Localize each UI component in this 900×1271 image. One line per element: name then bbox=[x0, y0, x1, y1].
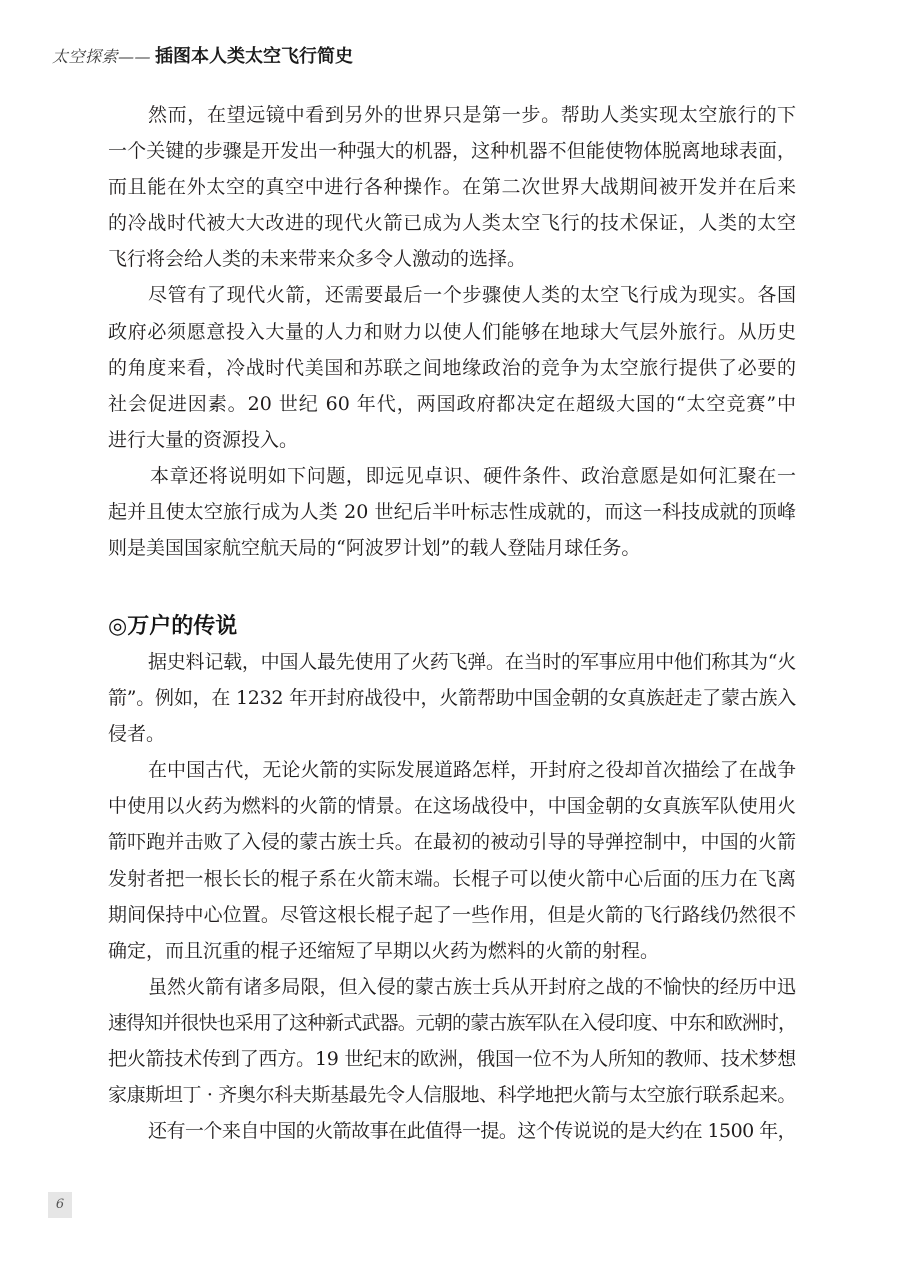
text-line: 把火箭技术传到了西方。19 世纪末的欧洲，俄国一位不为人所知的教师、技术梦想 bbox=[108, 1048, 796, 1071]
section-heading: ◎万户的传说 bbox=[108, 614, 238, 639]
text-line: 中使用以火药为燃料的火箭的情景。在这场战役中，中国金朝的女真族军队使用火 bbox=[108, 795, 796, 818]
text-line: 然而，在望远镜中看到另外的世界只是第一步。帮助人类实现太空旅行的下 bbox=[148, 104, 796, 126]
section-wanhu bbox=[108, 609, 796, 1149]
text-line: 还有一个来自中国的火箭故事在此值得一提。这个传说说的是大约在 1500 年， bbox=[148, 1120, 796, 1143]
text-line: 起并且使太空旅行成为人类 20 世纪后半叶标志性成就的，而这一科技成就的顶峰 bbox=[108, 501, 796, 524]
text-line: 政府必须愿意投入大量的人力和财力以使人们能够在地球大气层外旅行。从历史 bbox=[108, 320, 796, 343]
text-line: 本章还将说明如下问题，即远见卓识、硬件条件、政治意愿是如何汇聚在一 bbox=[150, 464, 796, 487]
text-line: 一个关键的步骤是开发出一种强大的机器，这种机器不但能使物体脱离地球表面， bbox=[108, 140, 796, 163]
text-line: 家康斯坦丁 · 齐奥尔科夫斯基最先令人信服地、科学地把火箭与太空旅行联系起来。 bbox=[108, 1084, 796, 1107]
text-line: 虽然火箭有诸多局限，但入侵的蒙古族士兵从开封府之战的不愉快的经历中迅 bbox=[148, 975, 796, 998]
text-line: 的角度来看，冷战时代美国和苏联之间地缘政治的竞争为太空旅行提供了必要的 bbox=[108, 356, 796, 379]
book-title: 插图本人类太空飞行简史 bbox=[155, 46, 354, 67]
intro-text bbox=[108, 97, 796, 566]
running-header bbox=[52, 42, 353, 68]
text-line: 侵者。 bbox=[108, 723, 166, 746]
page-number: 6 bbox=[48, 1192, 72, 1218]
text-line: 确定，而且沉重的棍子还缩短了早期以火药为燃料的火箭的射程。 bbox=[108, 939, 660, 962]
text-line: 箭吓跑并击败了入侵的蒙古族士兵。在最初的被动引导的导弹控制中，中国的火箭 bbox=[108, 831, 796, 854]
text-line: 则是美国国家航空航天局的“阿波罗计划”的载人登陆月球任务。 bbox=[108, 537, 641, 560]
text-line: 飞行将会给人类的未来带来众多令人激动的选择。 bbox=[108, 248, 527, 271]
text-line: 期间保持中心位置。尽管这根长棍子起了一些作用，但是火箭的飞行路线仍然很不 bbox=[108, 903, 796, 926]
text-line: 进行大量的资源投入。 bbox=[108, 428, 299, 451]
text-line: 的冷战时代被大大改进的现代火箭已成为人类太空飞行的技术保证，人类的太空 bbox=[108, 212, 796, 235]
text-line: 社会促进因素。20 世纪 60 年代，两国政府都决定在超级大国的“太空竞赛”中 bbox=[108, 392, 796, 415]
text-line: 在中国古代，无论火箭的实际发展道路怎样，开封府之役却首次描绘了在战争 bbox=[148, 759, 796, 782]
text-line: 箭”。例如，在 1232 年开封府战役中，火箭帮助中国金朝的女真族赶走了蒙古族入 bbox=[108, 687, 796, 710]
text-line: 发射者把一根长长的棍子系在火箭末端。长棍子可以使火箭中心后面的压力在飞离 bbox=[108, 867, 796, 890]
text-line: 尽管有了现代火箭，还需要最后一个步骤使人类的太空飞行成为现实。各国 bbox=[148, 284, 796, 307]
series-title: 太空探索—— bbox=[52, 47, 152, 66]
text-line: 据史料记载，中国人最先使用了火药飞弹。在当时的军事应用中他们称其为“火 bbox=[148, 651, 796, 673]
text-line: 速得知并很快也采用了这种新式武器。元朝的蒙古族军队在入侵印度、中东和欧洲时， bbox=[108, 1011, 796, 1034]
text-line: 而且能在外太空的真空中进行各种操作。在第二次世界大战期间被开发并在后来 bbox=[108, 176, 796, 199]
